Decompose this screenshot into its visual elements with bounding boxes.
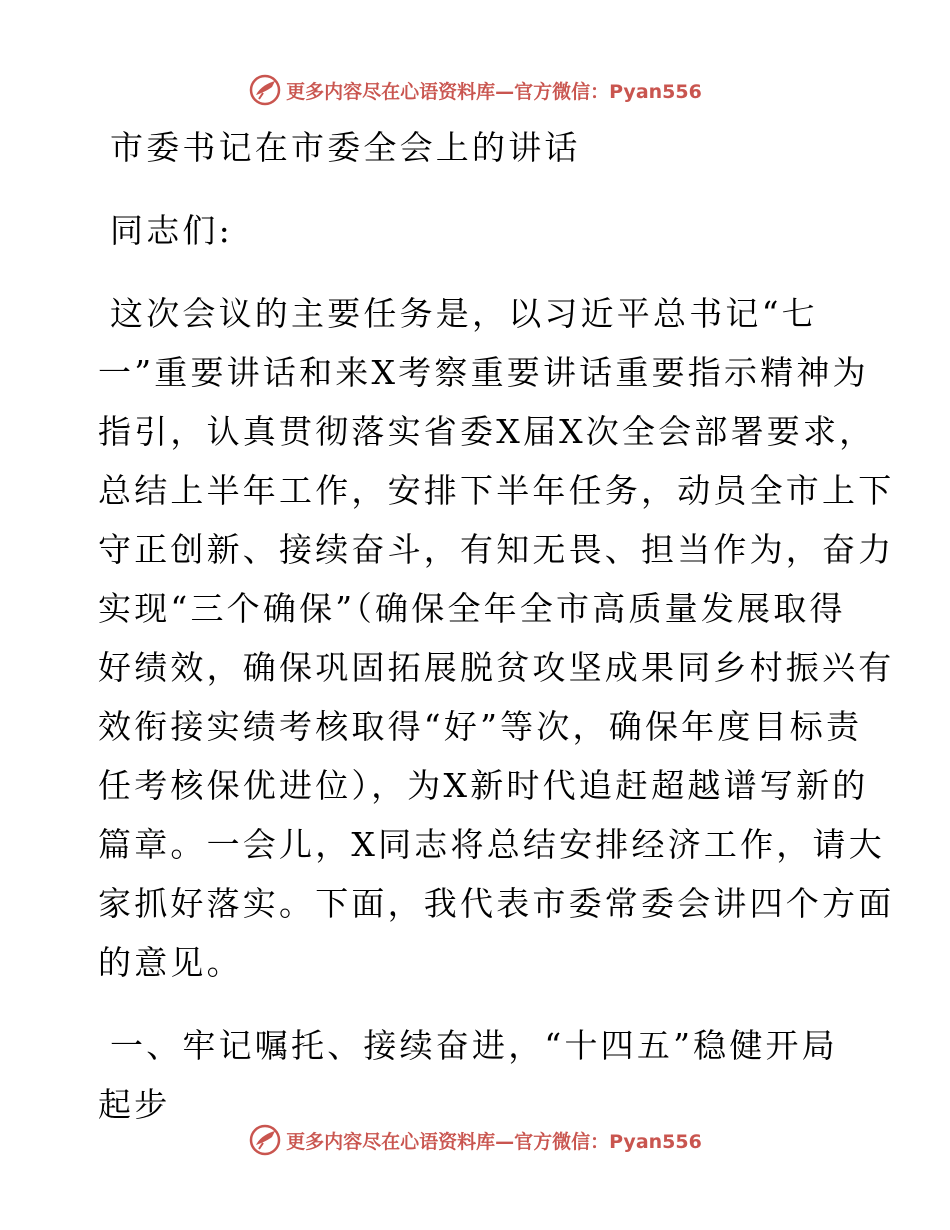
pen-heart-logo-icon (248, 73, 282, 107)
paragraph-1 (98, 284, 895, 992)
document-body (98, 118, 895, 1134)
salutation: 同志们: (110, 211, 233, 250)
watermark-banner-bottom (0, 1118, 950, 1162)
paragraph-line: 任考核保优进位），为X新时代追赶超越谱写新的 (98, 766, 869, 805)
paragraph-line: 指引，认真贯彻落实省委X届X次全会部署要求， (98, 412, 876, 451)
watermark-banner-top (0, 68, 950, 112)
heading-line: 起步 (98, 1085, 171, 1124)
paragraph-line: 效衔接实绩考核取得“好”等次，确保年度目标责 (98, 707, 863, 746)
paragraph-line: 这次会议的主要任务是，以习近平总书记“七 (110, 294, 818, 333)
paragraph-line: 家抓好落实。下面，我代表市委常委会讲四个方面 (98, 884, 895, 923)
paragraph-line: 一”重要讲话和来X考察重要讲话重要指示精神为 (98, 353, 869, 392)
paragraph-line: 总结上半年工作，安排下半年任务，动员全市上下 (98, 471, 895, 510)
paragraph-line: 篇章。一会儿，X同志将总结安排经济工作，请大 (98, 825, 885, 864)
watermark-text: 更多内容尽在心语资料库—官方微信：Pyan556 (286, 1130, 702, 1153)
paragraph-line: 守正创新、接续奋斗，有知无畏、担当作为，奋力 (98, 530, 895, 569)
pen-heart-logo-icon (248, 1123, 282, 1157)
section-heading-1 (98, 1016, 850, 1134)
watermark-text: 更多内容尽在心语资料库—官方微信：Pyan556 (286, 80, 702, 103)
heading-line: 一、牢记嘱托、接续奋进，“十四五”稳健开局 (110, 1026, 838, 1065)
paragraph-line: 实现“三个确保”（确保全年全市高质量发展取得 (98, 589, 846, 628)
document-title: 市委书记在市委全会上的讲话 (110, 128, 581, 167)
paragraph-line: 好绩效，确保巩固拓展脱贫攻坚成果同乡村振兴有 (98, 648, 895, 687)
paragraph-line: 的意见。 (98, 943, 243, 982)
